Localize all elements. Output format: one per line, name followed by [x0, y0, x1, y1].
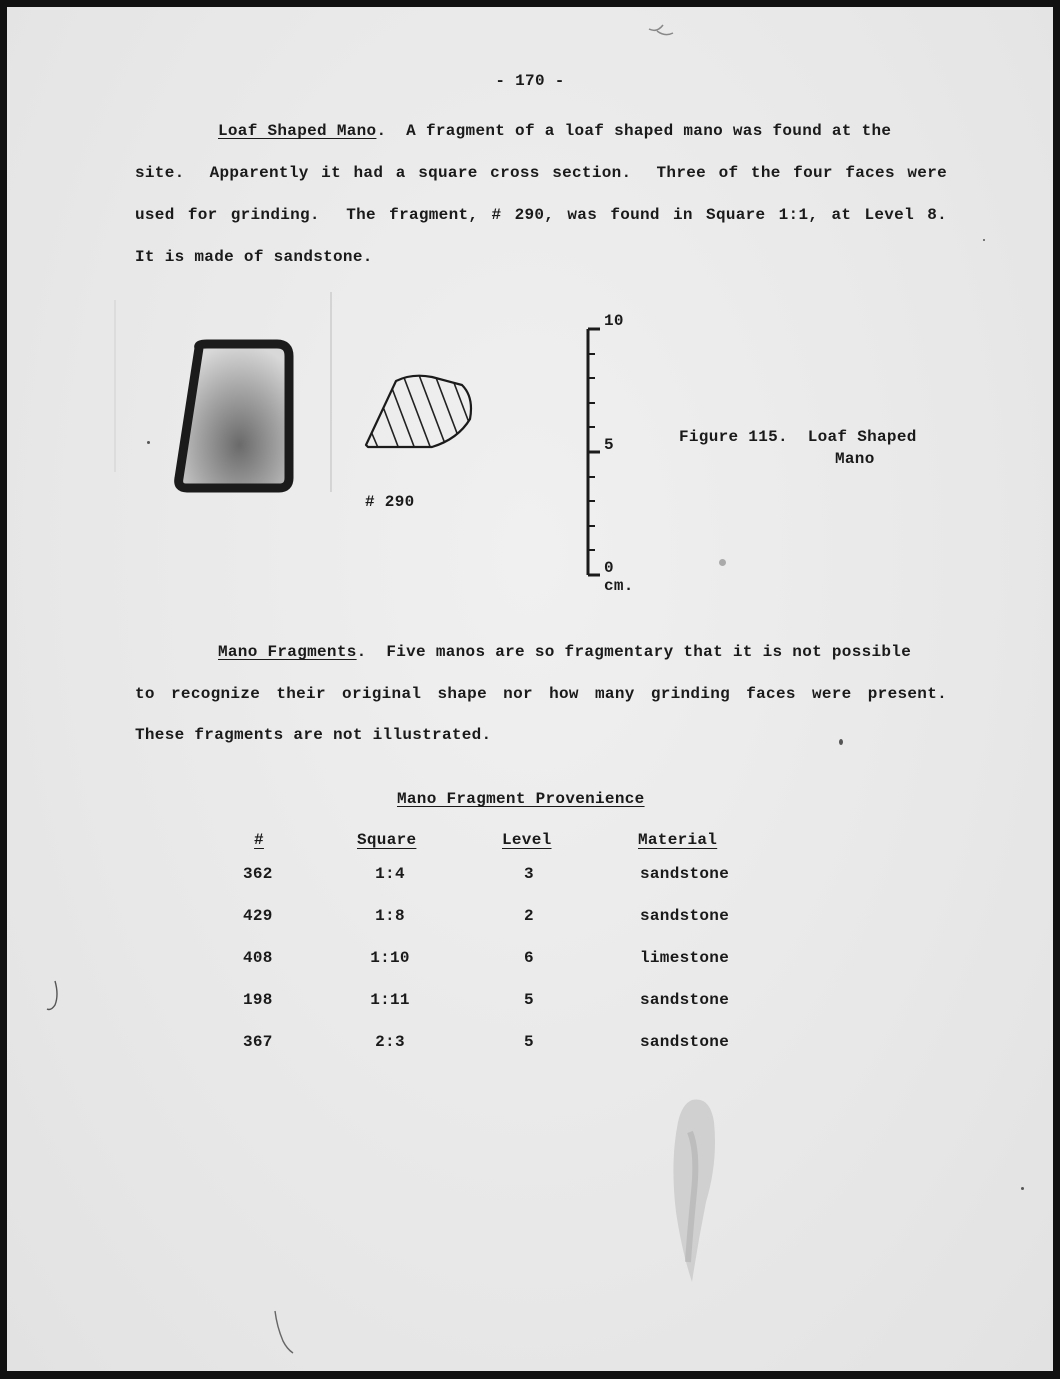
scan-speck: [1021, 1187, 1024, 1190]
table-cell-square: 1:11: [370, 991, 410, 1009]
paragraph-text: . Five manos are so fragmentary that it is not possible: [356, 643, 912, 661]
table-cell-number: 408: [243, 949, 273, 967]
table-header-square: Square: [357, 831, 417, 849]
specimen-label: # 290: [365, 493, 415, 511]
table-header-level: Level: [502, 831, 552, 849]
paragraph-loaf-line-3: used for grinding. The fragment, # 290, was found in Square 1:1, at Level 8.: [135, 206, 947, 224]
table-cell-square: 2:3: [375, 1033, 405, 1051]
scale-label-5: 5: [604, 436, 614, 454]
paragraph-fragments-line-2: to recognize their original shape nor how many grinding faces were present.: [135, 685, 947, 703]
table-header-material: Material: [638, 831, 718, 849]
paragraph-fragments-line-1: [218, 642, 947, 662]
table-cell-square: 1:10: [370, 949, 410, 967]
table-cell-square: 1:8: [375, 907, 405, 925]
paragraph-loaf-line-4: It is made of sandstone.: [135, 248, 373, 266]
table-cell-number: 429: [243, 907, 273, 925]
table-cell-level: 2: [524, 907, 534, 925]
scan-speck: [719, 559, 726, 566]
table-cell-material: limestone: [640, 949, 730, 967]
table-title: Mano Fragment Provenience: [397, 790, 645, 808]
scan-speck: [983, 239, 985, 241]
mano-cross-section-drawing: [362, 367, 482, 457]
table-cell-material: sandstone: [640, 907, 730, 925]
table-header-number: #: [254, 831, 264, 849]
scan-speck: [147, 441, 150, 444]
section-heading-mano-fragments: Mano Fragments: [218, 643, 357, 661]
table-cell-number: 362: [243, 865, 273, 883]
scale-label-10: 10: [604, 312, 624, 330]
paragraph-fragments-line-3: These fragments are not illustrated.: [135, 726, 492, 744]
table-cell-level: 6: [524, 949, 534, 967]
table-cell-square: 1:4: [375, 865, 405, 883]
figure-caption-line-1: Figure 115. Loaf Shaped: [679, 428, 917, 446]
paragraph-loaf-line-1: [218, 121, 947, 141]
paragraph-text: . A fragment of a loaf shaped mano was found at the: [376, 122, 892, 140]
paragraph-loaf-line-2: site. Apparently it had a square cross section. Three of the four faces were: [135, 164, 947, 182]
table-cell-level: 3: [524, 865, 534, 883]
mano-face-drawing: [107, 292, 347, 502]
scan-mark-left: [45, 977, 65, 1017]
scan-smudge: [652, 1092, 732, 1292]
table-cell-level: 5: [524, 1033, 534, 1051]
figure-caption-line-2: Mano: [835, 450, 875, 468]
scale-unit: cm.: [604, 577, 634, 595]
scale-label-0: 0: [604, 559, 614, 577]
table-cell-material: sandstone: [640, 1033, 730, 1051]
document-page: [7, 7, 1053, 1371]
table-cell-material: sandstone: [640, 991, 730, 1009]
scan-speck: [839, 739, 843, 745]
page-number: - 170 -: [495, 72, 565, 90]
section-heading-loaf-shaped-mano: Loaf Shaped Mano: [218, 122, 377, 140]
table-cell-number: 198: [243, 991, 273, 1009]
scan-mark-bottom: [269, 1307, 299, 1357]
table-cell-material: sandstone: [640, 865, 730, 883]
table-cell-number: 367: [243, 1033, 273, 1051]
table-cell-level: 5: [524, 991, 534, 1009]
scan-mark-top: [647, 19, 677, 39]
